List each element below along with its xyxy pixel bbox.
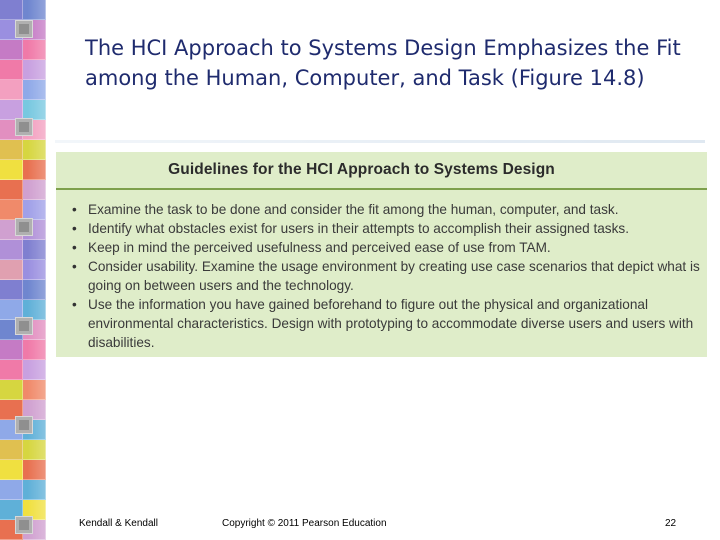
footer-page-number: 22 — [665, 518, 677, 529]
guideline-item: • Keep in mind the perceived usefulness and perceived ease of use from TAM. — [70, 238, 707, 257]
footer-authors: Kendall & Kendall — [79, 518, 158, 529]
quilt-square-marker — [15, 218, 33, 236]
guidelines-list — [56, 190, 707, 352]
guidelines-table-heading: Guidelines for the HCI Approach to Systems Design — [168, 161, 555, 178]
guideline-item: • Consider usability. Examine the usage environment by creating use case scenarios that depict what is going on between users and the technology. — [70, 257, 707, 295]
quilt-fade-overlay — [0, 0, 46, 540]
footer-copyright: Copyright © 2011 Pearson Education — [222, 518, 387, 529]
guideline-item: • Use the information you have gained beforehand to figure out the physical and organizational environmental characteristics. Design with prototyping to accommodate diverse users and users with disabilities. — [70, 295, 707, 352]
quilt-square-marker — [15, 317, 33, 335]
title-divider — [55, 140, 705, 143]
guidelines-table-header — [56, 152, 707, 190]
quilt-square-marker — [15, 20, 33, 38]
slide-title: The HCI Approach to Systems Design Emphasizes the Fit among the Human, Computer, and Task (Figure 14.8) — [85, 36, 681, 90]
guideline-item: • Identify what obstacles exist for users in their attempts to accomplish their assigned tasks. — [70, 219, 707, 238]
quilt-square-marker — [15, 118, 33, 136]
quilt-square-marker — [15, 516, 33, 534]
quilt-square-marker — [15, 416, 33, 434]
guidelines-table — [56, 152, 707, 357]
guideline-item: • Examine the task to be done and consider the fit among the human, computer, and task. — [70, 200, 707, 219]
